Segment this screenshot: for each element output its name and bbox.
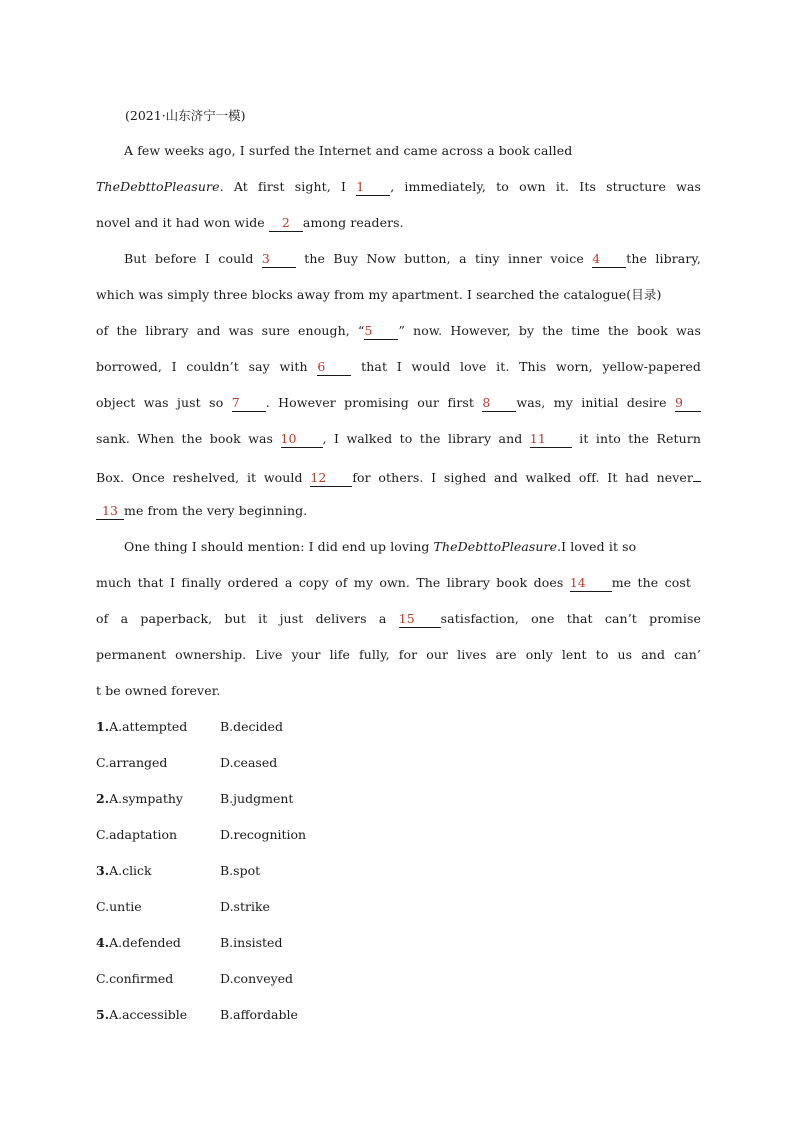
passage-text: was, my initial desire [516,395,675,410]
option-a[interactable]: A.accessible [109,1007,188,1022]
blank-7[interactable]: 7 [232,395,266,412]
passage-line [96,213,701,233]
passage-text: me the cost [611,575,691,590]
question-number: 2. [96,791,110,806]
passage-text: t be owned forever. [96,683,221,698]
option-b[interactable]: B.spot [220,863,261,878]
book-title: TheDebttoPleasure [433,539,558,554]
option-row [96,861,260,881]
passage-text: Box. Once reshelved, it would [96,470,311,485]
option-row [96,717,283,737]
passage-line [124,249,701,269]
blank-5[interactable]: 5 [364,323,398,340]
option-a[interactable]: A.click [109,863,152,878]
blank-15[interactable]: 15 [399,611,441,628]
option-c[interactable]: C.arranged [96,755,168,770]
passage-line [96,393,701,413]
passage-line [96,501,701,521]
passage-line [96,609,701,629]
passage-text: But before I could [124,251,262,266]
blank-4[interactable]: 4 [592,251,626,268]
option-b[interactable]: B.affordable [220,1007,298,1022]
passage-text: the library, [626,251,702,266]
passage-text: . At first sight, I [219,179,357,194]
passage-text: , immediately, to own it. Its structure was [390,179,701,194]
blank-10[interactable]: 10 [281,431,323,448]
passage-text: One thing I should mention: I did end up loving [124,539,434,554]
passage-text: , I walked to the library and [322,431,530,446]
passage-text: that I would love it. This worn, yellow-papered [351,359,701,374]
passage-text: of a paperback, but it just delivers a [96,611,399,626]
source-label: (2021·山东济宁一模) [125,108,246,123]
passage-line [96,681,701,701]
option-c[interactable]: C.confirmed [96,971,174,986]
passage-text: A few weeks ago, I surfed the Internet and came across a book called [124,143,573,158]
option-d[interactable]: D.recognition [220,827,307,842]
option-d[interactable]: D.conveyed [220,971,294,986]
passage-line [96,645,701,665]
option-a[interactable]: A.sympathy [109,791,183,806]
option-c[interactable]: C.adaptation [96,827,178,842]
passage-line [96,573,691,593]
blank-12[interactable]: 12 [310,470,352,487]
question-number: 1. [96,719,110,734]
option-row [96,1005,298,1025]
option-b[interactable]: B.judgment [220,791,294,806]
passage-line [96,357,701,377]
option-a[interactable]: A.defended [109,935,181,950]
option-b[interactable]: B.decided [220,719,283,734]
option-row [96,789,293,809]
blank-line [693,465,701,482]
passage-text: novel and it had won wide [96,215,269,230]
passage-text: . However promising our first [265,395,483,410]
option-d[interactable]: D.ceased [220,755,278,770]
option-d[interactable]: D.strike [220,899,270,914]
question-number: 5. [96,1007,110,1022]
option-b[interactable]: B.insisted [220,935,283,950]
passage-text: me from the very beginning. [124,503,308,518]
passage-text: the Buy Now button, a tiny inner voice [295,251,593,266]
book-title: TheDebttoPleasure [96,179,220,194]
passage-text: satisfaction, one that can’t promise [440,611,701,626]
option-a[interactable]: A.attempted [109,719,188,734]
option-row [96,897,270,917]
blank-8[interactable]: 8 [482,395,516,412]
passage-text: sank. When the book was [96,431,281,446]
blank-3[interactable]: 3 [262,251,296,268]
passage-line [96,285,701,305]
question-number: 3. [96,863,110,878]
blank-1[interactable]: 1 [356,179,390,196]
question-number: 4. [96,935,110,950]
passage-text: ” now. However, by the time the book was [398,323,701,338]
passage-text: among readers. [302,215,404,230]
passage-text: permanent ownership. Live your life fully, for our lives are only lent to us and can’ [96,647,701,662]
passage-line [124,537,684,557]
passage-text: it into the Return [571,431,701,446]
blank-14[interactable]: 14 [570,575,612,592]
option-row [96,753,277,773]
passage-line [96,321,701,341]
option-row [96,933,282,953]
passage-text: for others. I sighed and walked off. It had never [352,470,694,485]
passage-text: which was simply three blocks away from my apartment. I searched the catalogue(目录) [96,287,662,302]
blank-6[interactable]: 6 [317,359,351,376]
passage-text: of the library and was sure enough, “ [96,323,365,338]
passage-line [96,429,701,449]
passage-line [96,465,701,485]
passage-line [96,177,701,197]
passage-text: .I loved it so [557,539,637,554]
passage-text: borrowed, I couldn’t say with [96,359,318,374]
passage-text: much that I finally ordered a copy of my own. The library book does [96,575,570,590]
option-row [96,969,293,989]
blank-2[interactable]: 2 [269,215,303,232]
blank-13[interactable]: 13 [96,503,124,520]
option-row [96,825,306,845]
passage-line [124,141,701,161]
blank-11[interactable]: 11 [530,431,572,448]
option-c[interactable]: C.untie [96,899,142,914]
blank-9[interactable]: 9 [675,395,701,412]
passage-text: object was just so [96,395,232,410]
